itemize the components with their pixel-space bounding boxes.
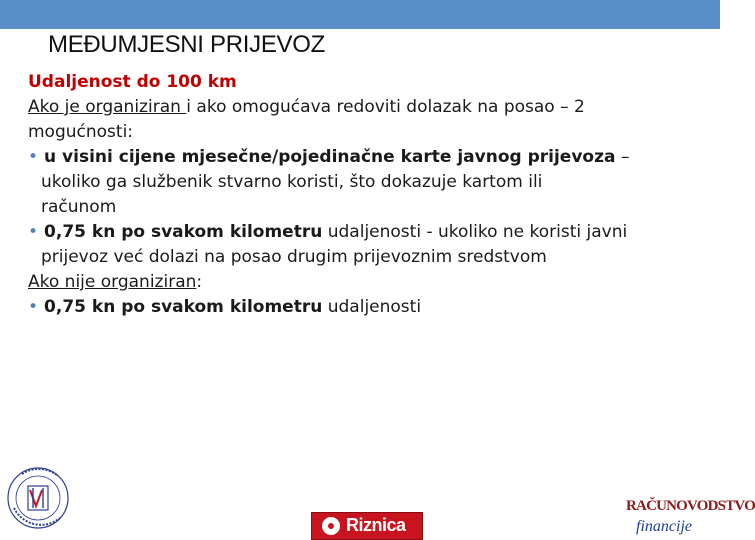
bullet-continuation: ukoliko ga službenik stvarno koristi, što dokazuje kartom ili (41, 172, 543, 192)
text: udaljenosti (322, 297, 422, 317)
bullet-continuation: prijevoz već dolazi na posao drugim prijevoznim sredstvom (41, 247, 547, 267)
association-seal-logo (0, 456, 72, 540)
bold-text: u visini cijene mjesečne/pojedinačne karte javnog prijevoza (44, 147, 616, 167)
bullet-item (28, 295, 700, 320)
riznica-emblem-icon (322, 517, 340, 535)
racunovodstvo-logo-title: RAČUNOVODSTVO (626, 498, 755, 514)
bullet-icon: • (28, 147, 39, 167)
bold-text: 0,75 kn po svakom kilometru (44, 222, 323, 242)
text: : (196, 272, 203, 292)
bullet-continuation: računom (41, 197, 117, 217)
header-bar (0, 0, 720, 29)
riznica-logo (311, 512, 423, 540)
paragraph-line (28, 270, 700, 295)
paragraph-line (28, 95, 700, 120)
text: – (615, 147, 630, 167)
section-heading: Udaljenost do 100 km (28, 72, 237, 92)
bullet-item (28, 220, 700, 245)
riznica-logo-text: Riznica (346, 515, 406, 535)
text: udaljenosti - ukoliko ne koristi javni (322, 222, 628, 242)
bullet-icon: • (28, 222, 39, 242)
racunovodstvo-logo-subtitle: financije (636, 518, 692, 535)
racunovodstvo-logo (626, 498, 755, 540)
text: i ako omogućava redoviti dolazak na posao – 2 (186, 97, 585, 117)
content-body (28, 70, 700, 320)
bullet-item (28, 145, 700, 170)
bold-text: 0,75 kn po svakom kilometru (44, 297, 323, 317)
paragraph-line: mogućnosti: (28, 122, 134, 142)
bullet-icon: • (28, 297, 39, 317)
underlined-text: Ako nije organiziran (28, 272, 197, 292)
underlined-text: Ako je organiziran (28, 97, 187, 117)
slide-title: MEĐUMJESNI PRIJEVOZ (48, 31, 325, 58)
